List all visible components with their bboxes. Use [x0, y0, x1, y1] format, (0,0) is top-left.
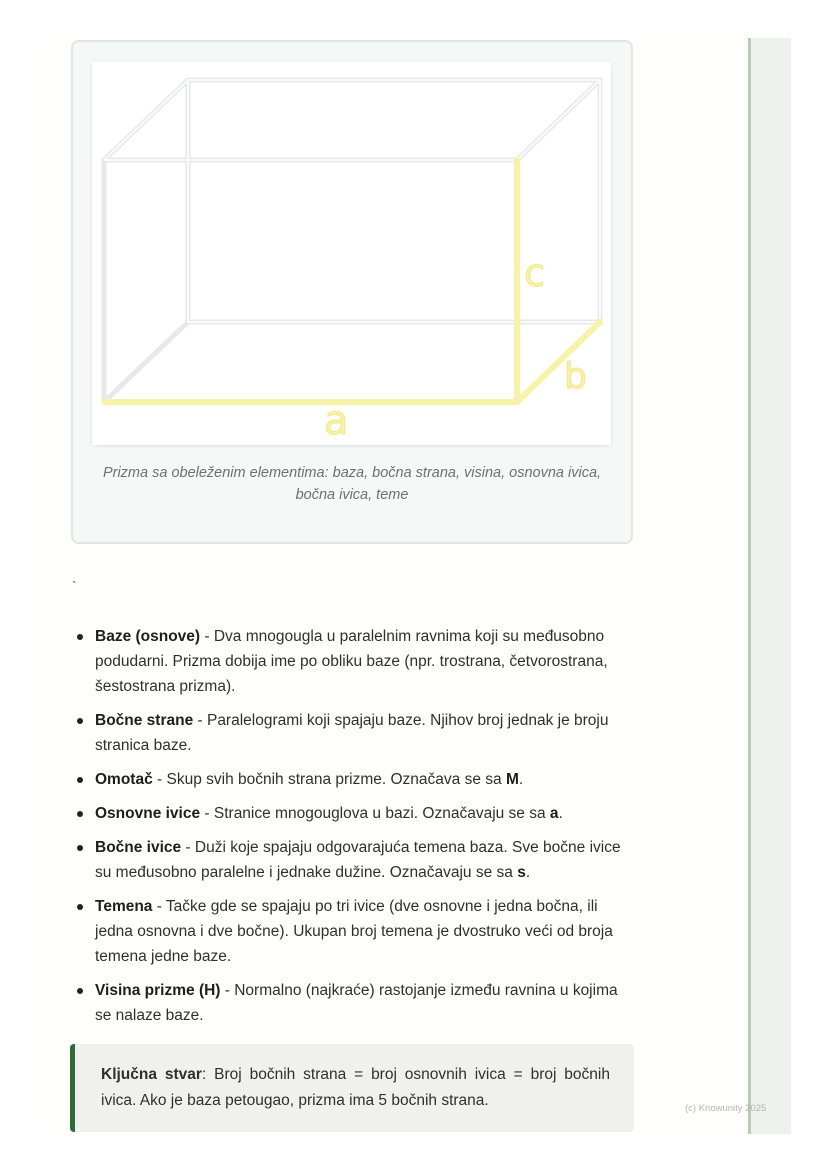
definition-text: - Paralelogrami koji spajaju baze. Njihov broj jednak je broju stranica baze. — [95, 712, 609, 754]
term: Baze (osnove) — [95, 628, 201, 645]
definition-text: - Skup svih bočnih strana prizme. Označava se sa — [152, 771, 506, 788]
definition-text: - Tačke gde se spajaju po tri ivice (dve osnovne i jedna bočna, ili jedna osnovna i dve bočne). Ukupan broj temena je dvostruko veći od broja temena jedne baze. — [95, 898, 613, 965]
figure-caption: Prizma sa obeleženim elementima: baza, bočna strana, visina, osnovna ivica, bočna ivica, teme — [102, 465, 602, 503]
list-item — [72, 894, 638, 969]
term: Bočne ivice — [95, 839, 182, 856]
term: Visina prizme (H) — [95, 982, 221, 999]
term: Osnovne ivice — [95, 805, 201, 822]
label-c: c — [524, 251, 545, 295]
copyright-notice: (c) Knowunity 2025 — [685, 1103, 767, 1114]
stray-backtick: ` — [72, 578, 77, 594]
label-b: b — [564, 356, 587, 397]
term: Temena — [95, 898, 153, 915]
definition-text: - Dva mnogougla u paralelnim ravnima koji su međusobno podudarni. Prizma dobija ime po obliku baze (npr. trostrana, četvorostrana, šestostrana prizma). — [95, 628, 608, 695]
punctuation: . — [518, 771, 524, 788]
key-point-label: Ključna stvar — [101, 1066, 202, 1083]
definition-text: - Normalno (najkraće) rastojanje između ravnina u kojima se nalaze baze. — [95, 982, 618, 1024]
key-point-text: : Broj bočnih strana = broj osnovnih ivica = broj bočnih ivica. Ako je baza petougao, prizma ima 5 bočnih strana. — [101, 1066, 610, 1109]
list-item — [72, 835, 638, 885]
definition-text: - Duži koje spajaju odgovarajuća temena baza. Sve bočne ivice su međusobno paralelne i jednake dužine. Označavaju se sa — [95, 839, 621, 881]
symbol: a — [549, 805, 559, 822]
symbol: M — [505, 771, 519, 788]
label-a: a — [324, 398, 349, 444]
definition-text: - Stranice mnogouglova u bazi. Označavaju se sa — [200, 805, 550, 822]
prism-drawing — [92, 62, 611, 445]
definitions-list — [72, 624, 638, 1037]
right-margin-bar — [748, 38, 791, 1134]
punctuation: . — [525, 864, 531, 881]
list-item — [72, 624, 638, 699]
key-point-box — [70, 1044, 634, 1132]
list-item — [72, 801, 638, 826]
list-item — [72, 978, 638, 1028]
list-item — [72, 708, 638, 758]
punctuation: . — [558, 805, 563, 822]
prism-figure — [92, 62, 611, 445]
term: Omotač — [95, 771, 153, 788]
term: Bočne strane — [95, 712, 194, 729]
list-item — [72, 767, 638, 792]
symbol: s — [517, 864, 526, 881]
